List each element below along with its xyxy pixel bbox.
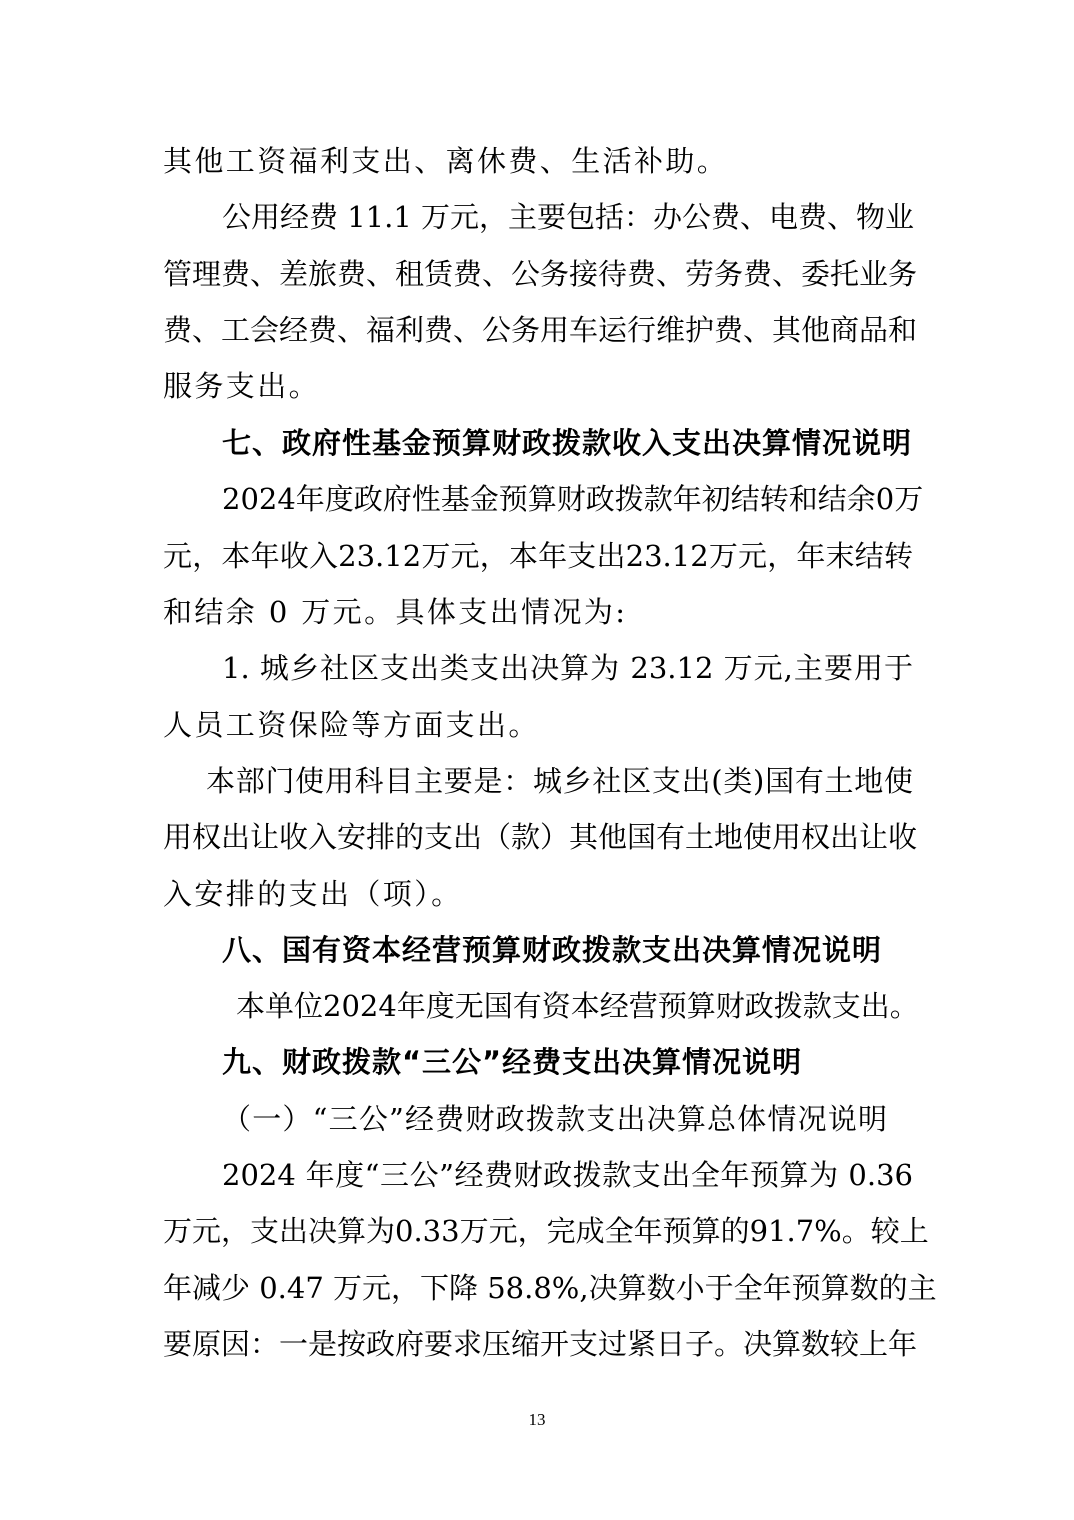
- body-text-line: 其他工资福利支出、离休费、生活补助。: [163, 144, 729, 178]
- body-text-line: 1. 城乡社区支出类支出决算为 23.12 万元,主要用于: [222, 651, 913, 685]
- body-text-line: 2024 年度“三公”经费财政拨款支出全年预算为 0.36: [222, 1158, 913, 1192]
- body-text-line: 人员工资保险等方面支出。: [163, 708, 540, 742]
- section-heading-7: 七、政府性基金预算财政拨款收入支出决算情况说明: [222, 426, 913, 460]
- body-text-line: 和结余 0 万元。具体支出情况为:: [163, 595, 628, 629]
- body-text-line: 管理费、差旅费、租赁费、公务接待费、劳务费、委托业务: [163, 257, 918, 291]
- page-number: 13: [528, 1410, 546, 1429]
- body-text-line: 要原因：一是按政府要求压缩开支过紧日子。决算数较上年: [163, 1327, 918, 1361]
- body-text-line: 用权出让收入安排的支出（款）其他国有土地使用权出让收: [163, 820, 918, 854]
- body-text-line: 入安排的支出（项）。: [163, 877, 463, 911]
- body-text-line: 本单位2024年度无国有资本经营预算财政拨款支出。: [236, 989, 919, 1023]
- body-text-line: 服务支出。: [163, 369, 321, 403]
- body-text-line: 元，本年收入23.12万元，本年支出23.12万元，年末结转: [163, 539, 913, 573]
- body-text-line: 年减少 0.47 万元，下降 58.8%,决算数小于全年预算数的主: [163, 1271, 937, 1305]
- body-text-line: 本部门使用科目主要是：城乡社区支出(类)国有土地使: [206, 764, 913, 798]
- body-text-line: 公用经费 11.1 万元，主要包括：办公费、电费、物业: [222, 200, 915, 234]
- body-text-line: 万元，支出决算为0.33万元，完成全年预算的91.7%。较上: [163, 1214, 929, 1248]
- subsection-heading-1: （一）“三公”经费财政拨款支出决算总体情况说明: [222, 1102, 889, 1136]
- section-heading-9: 九、财政拨款“三公”经费支出决算情况说明: [222, 1045, 803, 1079]
- section-heading-8: 八、国有资本经营预算财政拨款支出决算情况说明: [222, 933, 883, 967]
- body-text-line: 2024年度政府性基金预算财政拨款年初结转和结余0万: [222, 482, 924, 516]
- body-text-line: 费、工会经费、福利费、公务用车运行维护费、其他商品和: [163, 313, 918, 347]
